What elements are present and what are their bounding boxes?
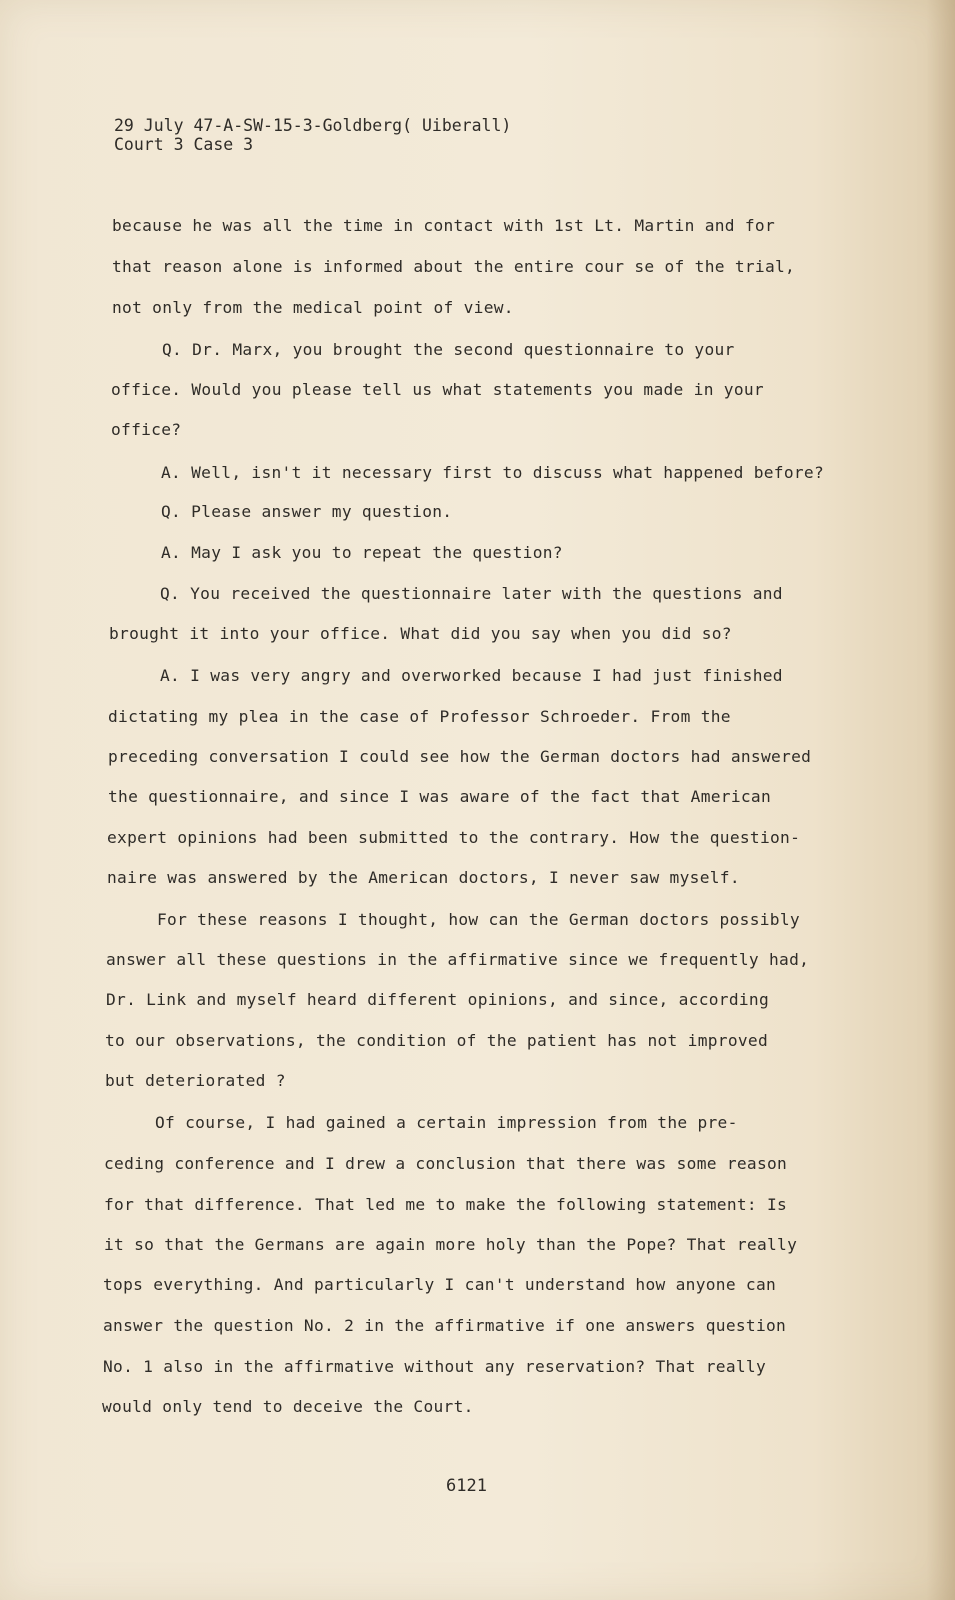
body-line: Q. You received the questionnaire later with the questions and	[160, 584, 783, 603]
body-line: tops everything. And particularly I can't understand how anyone can	[103, 1275, 777, 1294]
body-line: Q. Please answer my question.	[161, 502, 453, 521]
body-line: office. Would you please tell us what statements you made in your	[111, 380, 764, 399]
body-line: would only tend to deceive the Court.	[102, 1397, 474, 1416]
body-line: answer the question No. 2 in the affirmative if one answers question	[103, 1316, 787, 1335]
body-line: for that difference. That led me to make the following statement: Is	[104, 1195, 788, 1214]
body-line: For these reasons I thought, how can the German doctors possibly	[157, 910, 800, 929]
body-line: dictating my plea in the case of Professor Schroeder. From the	[108, 707, 731, 726]
body-line: A. May I ask you to repeat the question?	[161, 543, 563, 562]
body-line: No. 1 also in the affirmative without any reservation? That really	[103, 1357, 767, 1376]
body-line: answer all these questions in the affirmative since we frequently had,	[106, 950, 810, 969]
body-line: A. Well, isn't it necessary first to discuss what happened before?	[161, 463, 825, 482]
body-line: A. I was very angry and overworked because I had just finished	[160, 666, 783, 685]
body-line: ceding conference and I drew a conclusion that there was some reason	[104, 1154, 788, 1173]
body-line: expert opinions had been submitted to the contrary. How the question-	[107, 828, 801, 847]
body-line: but deteriorated ?	[105, 1071, 286, 1090]
header-reference-line: 29 July 47-A-SW-15-3-Goldberg( Uiberall)	[114, 116, 512, 135]
body-line: office?	[111, 420, 182, 439]
body-line: Q. Dr. Marx, you brought the second questionnaire to your	[162, 340, 735, 359]
body-line: to our observations, the condition of the patient has not improved	[105, 1031, 769, 1050]
body-line: the questionnaire, and since I was aware of the fact that American	[108, 787, 772, 806]
body-line: brought it into your office. What did you say when you did so?	[109, 624, 732, 643]
body-line: Of course, I had gained a certain impression from the pre-	[155, 1113, 738, 1132]
body-line: it so that the Germans are again more holy than the Pope? That really	[104, 1235, 798, 1254]
body-line: not only from the medical point of view.	[112, 298, 514, 317]
body-line: naire was answered by the American doctors, I never saw myself.	[107, 868, 740, 887]
body-line: preceding conversation I could see how the German doctors had answered	[108, 747, 812, 766]
page-number: 6121	[446, 1476, 487, 1496]
header-court-case-line: Court 3 Case 3	[114, 135, 254, 154]
body-line: Dr. Link and myself heard different opinions, and since, according	[106, 990, 770, 1009]
body-line: because he was all the time in contact with 1st Lt. Martin and for	[112, 216, 776, 235]
body-line: that reason alone is informed about the entire cour se of the trial,	[112, 257, 796, 276]
